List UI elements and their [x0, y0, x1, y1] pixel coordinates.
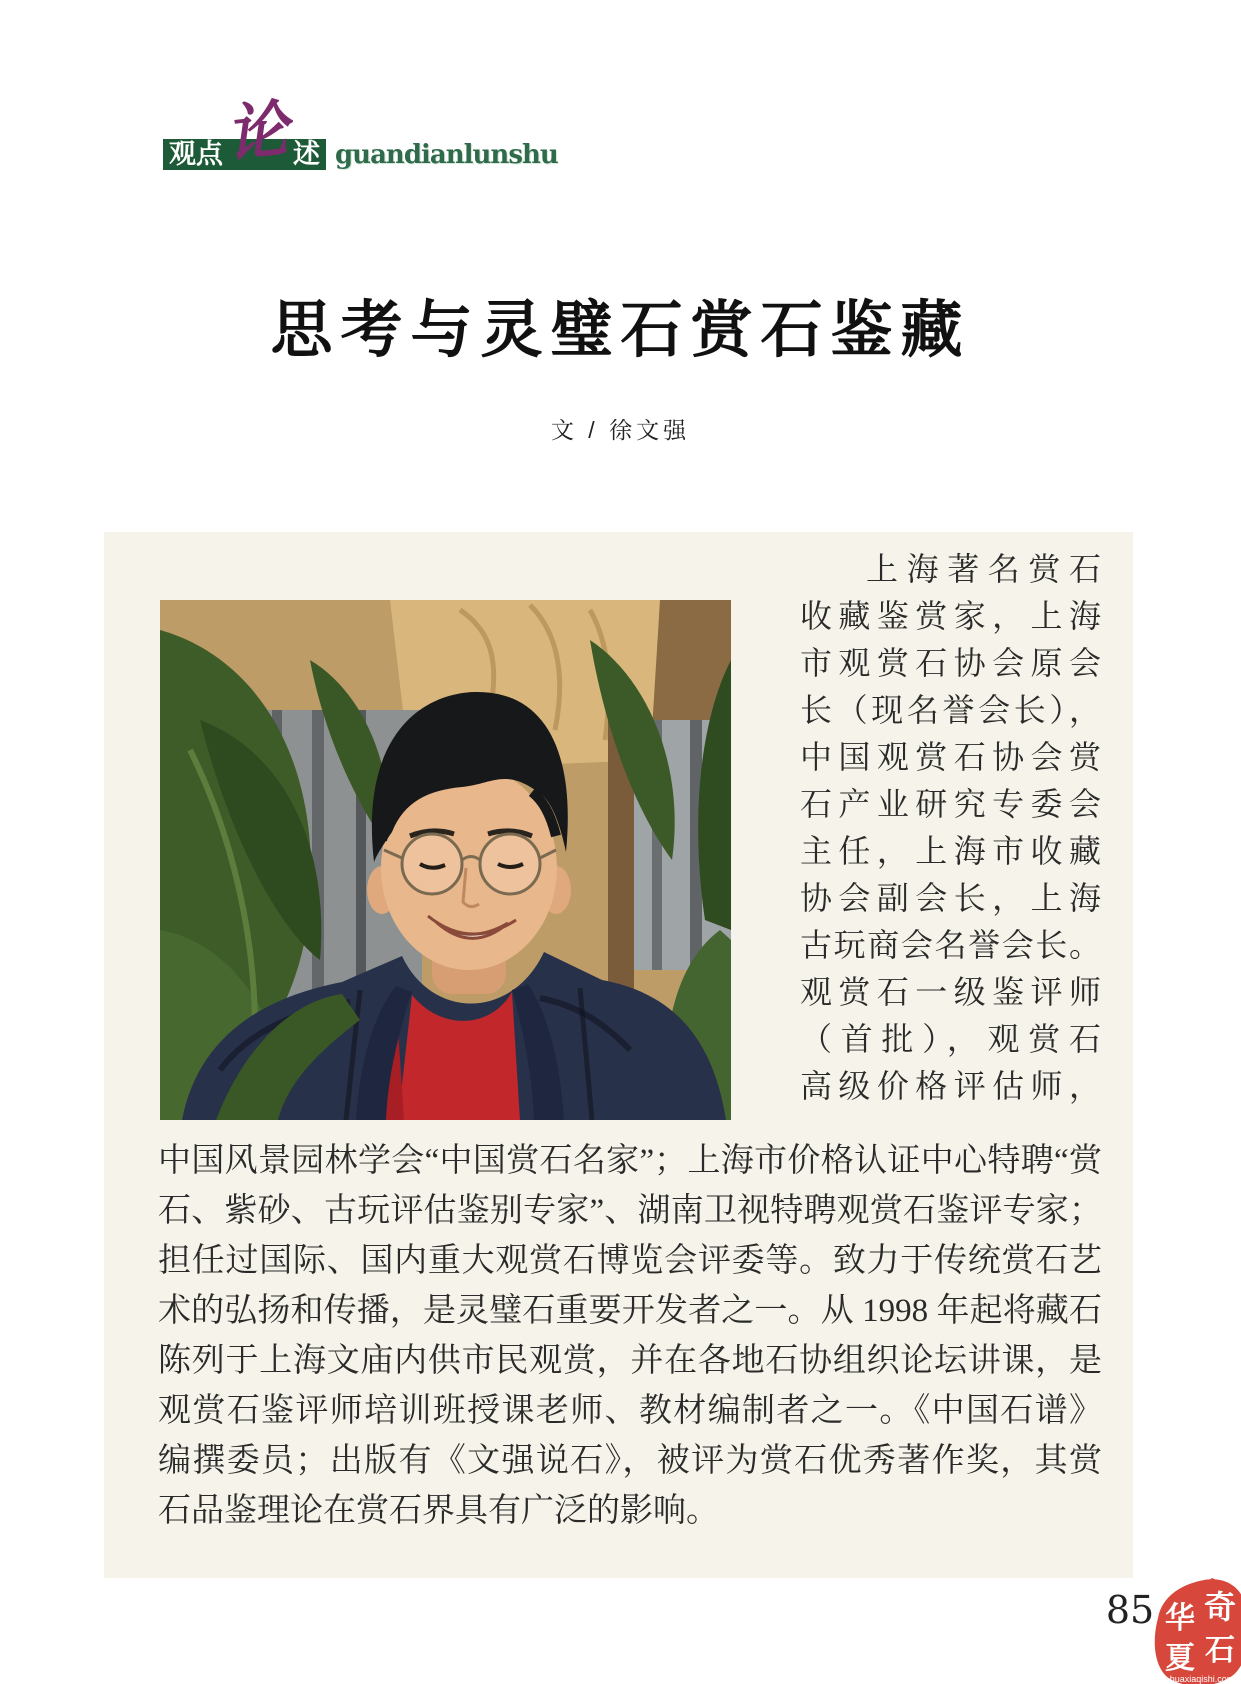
seal-char-bottom-right: 石 [1205, 1634, 1235, 1667]
bio-line: 观赏石一级鉴评师 [800, 974, 1101, 1010]
bio-paragraph [158, 1136, 1102, 1536]
seal-char-top-right: 奇 [1203, 1589, 1237, 1625]
bio-line: 担任过国际、国内重大观赏石博览会评委等。致力于传统赏石艺 [158, 1243, 1102, 1279]
publisher-seal [1152, 1576, 1241, 1684]
bio-line: 协会副会长，上海 [800, 880, 1101, 916]
logo-calligraphy-char: 论 [222, 95, 292, 171]
logo-pinyin: guandianlunshu [335, 140, 558, 170]
bio-line: 主任，上海市收藏 [800, 833, 1101, 869]
portrait-illustration [160, 600, 731, 1120]
bio-line: 古玩商会名誉会长。 [800, 927, 1101, 963]
bio-line: 陈列于上海文庙内供市民观赏，并在各地石协组织论坛讲课，是 [158, 1343, 1102, 1379]
bio-line: 术的弘扬和传播，是灵璧石重要开发者之一。从 1998 年起将藏石 [158, 1293, 1102, 1329]
bio-line: 石产业研究专委会 [800, 786, 1101, 822]
bio-line: 长（现名誉会长）， [800, 692, 1101, 728]
seal-char-top-left: 华 [1165, 1602, 1195, 1635]
bio-line: 中国观赏石协会赏 [800, 739, 1101, 775]
bio-sidebar-column [800, 546, 1101, 1110]
article-title: 思考与灵璧石赏石鉴藏 [270, 297, 971, 365]
bio-line: 中国风景园林学会“中国赏石名家”；上海市价格认证中心特聘“赏 [158, 1143, 1102, 1179]
page-number: 85 [1105, 1588, 1155, 1632]
logo-text-left: 观点 [169, 139, 223, 169]
seal-char-bottom-left: 夏 [1165, 1642, 1195, 1675]
bio-line: 石品鉴理论在赏石界具有广泛的影响。 [158, 1493, 719, 1529]
bio-line: 市观赏石协会原会 [800, 645, 1101, 681]
bio-line: （首批），观赏石 [800, 1021, 1101, 1057]
seal-domain-text: huaxiaqishi.com [1169, 1674, 1235, 1684]
portrait-photo [160, 600, 731, 1120]
red-seal-stamp-icon [1152, 1576, 1241, 1684]
bio-line: 石、紫砂、古玩评估鉴别专家”、湖南卫视特聘观赏石鉴评专家； [158, 1193, 1102, 1229]
logo-text-right: 述 [293, 139, 320, 169]
bio-line: 编撰委员；出版有《文强说石》，被评为赏石优秀著作奖，其赏 [158, 1443, 1102, 1479]
section-logo [147, 95, 567, 172]
article-byline: 文 / 徐文强 [550, 417, 691, 443]
bio-line: 高级价格评估师， [800, 1068, 1101, 1104]
bio-line: 观赏石鉴评师培训班授课老师、教材编制者之一。《中国石谱》 [158, 1393, 1102, 1429]
bio-line: 上海著名赏石 [866, 551, 1101, 587]
bio-line: 收藏鉴赏家，上海 [800, 598, 1101, 634]
